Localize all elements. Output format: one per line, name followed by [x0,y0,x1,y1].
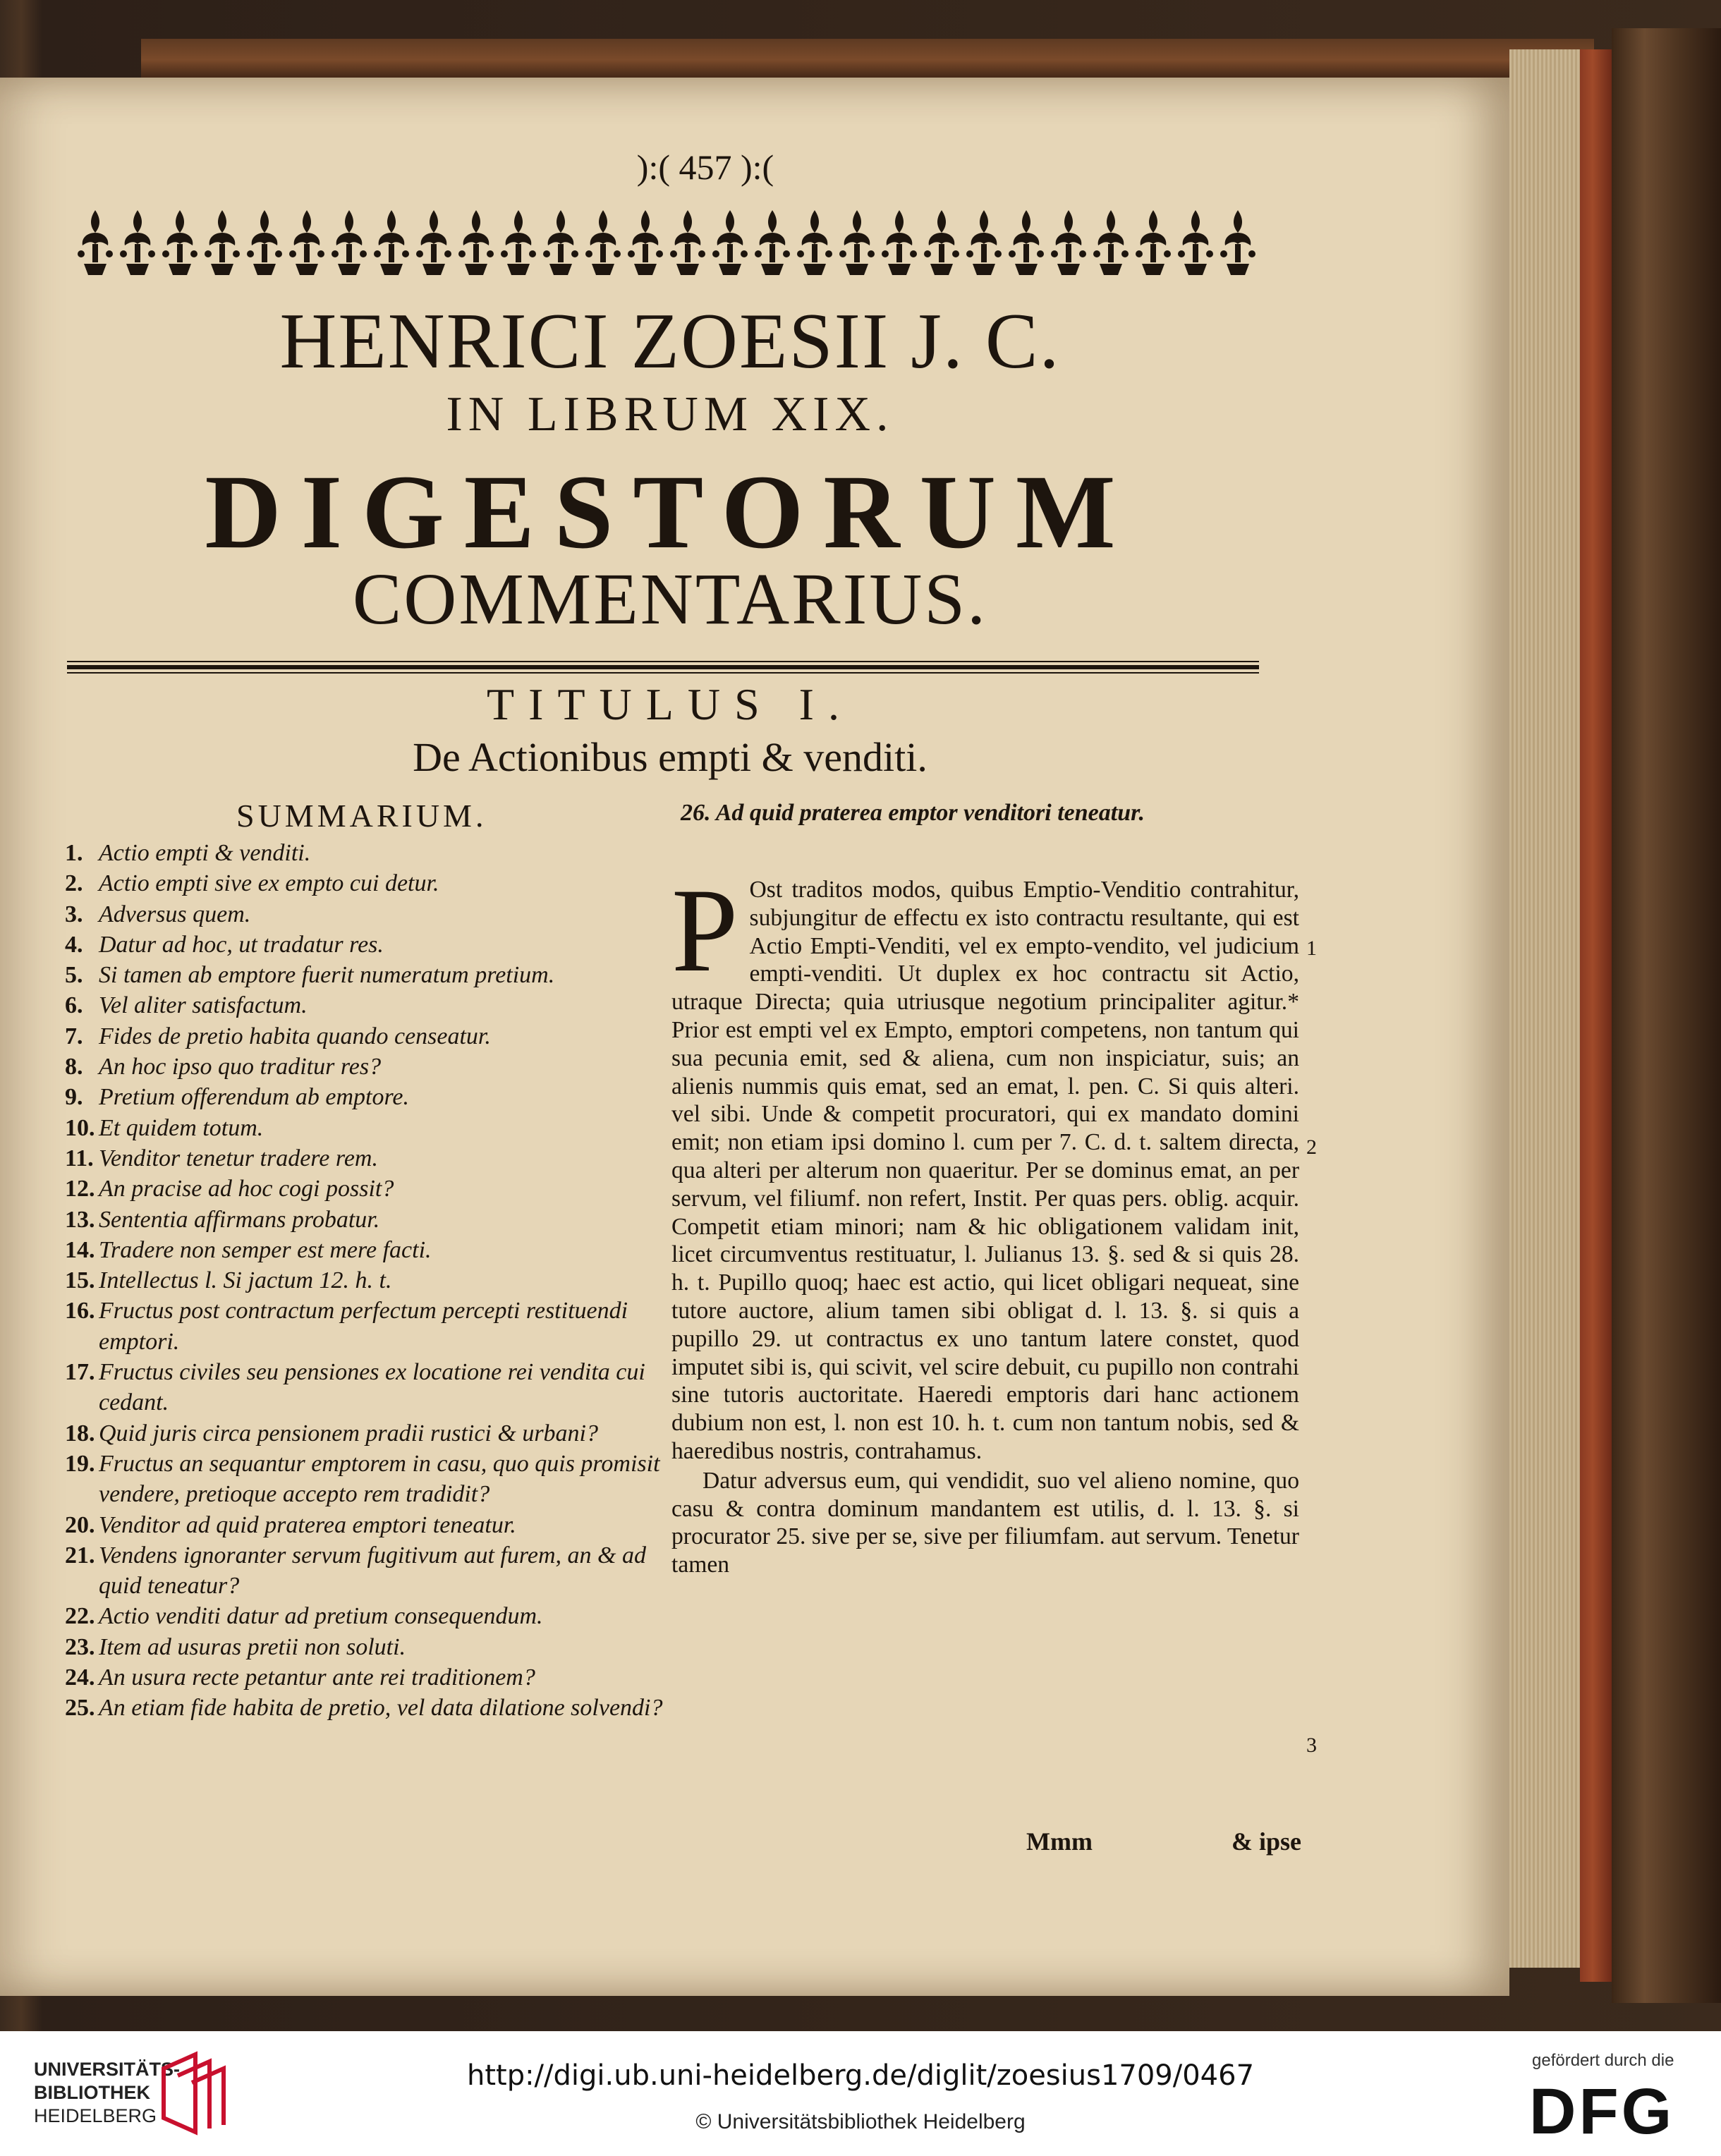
summarium-item-number: 16. [65,1298,95,1324]
summarium-item-text: Datur ad hoc, ut tradatur res. [99,931,384,958]
summarium-item [65,1540,671,1602]
summarium-item [65,1296,671,1357]
summarium-item-text: Adversus quem. [99,901,251,927]
summarium-item-text: Actio venditi datur ad pretium consequendum. [99,1603,543,1630]
summarium-item-number: 1. [65,840,83,866]
summarium-item [65,930,671,960]
summarium-item-text: An etiam fide habita de pretio, vel data dilatione solvendi? [99,1695,663,1722]
summarium-item [65,1357,671,1418]
summarium-item-number: 12. [65,1176,95,1202]
summarium-item [65,1601,671,1631]
sponsor-label: gefördert durch die [1532,2051,1674,2070]
summarium-item [65,1265,671,1296]
summarium-item-number: 17. [65,1359,95,1386]
summarium-item-text: Venditor ad quid praterea emptori teneatur. [99,1511,516,1538]
summarium-item [65,838,671,868]
summarium-item-number: 9. [65,1084,83,1111]
summarium-item [65,960,671,990]
summarium-item [65,1205,671,1235]
summarium-item-number: 20. [65,1511,95,1538]
summarium-item [65,1082,671,1112]
summarium-item [65,1418,671,1449]
summarium-item [65,1693,671,1723]
summarium-item-text: Intellectus l. Si jactum 12. h. t. [99,1267,392,1294]
summarium-item-text: Tradere non semper est mere facti. [99,1236,432,1263]
library-name-line-3: HEIDELBERG [34,2105,157,2126]
margin-note-2: 2 [1306,1135,1317,1159]
summarium-item-number: 21. [65,1542,95,1569]
summarium-item-text: Et quidem totum. [99,1114,264,1141]
permalink-url[interactable]: http://digi.ub.uni-heidelberg.de/diglit/zoesius1709/0467 [466,2059,1255,2092]
summarium-item-text: Fructus an sequantur emptorem in casu, quo quis promisit vendere, pretioque accepto rem tradidit? [99,1450,660,1508]
summarium-item [65,990,671,1021]
summarium-item-text: Fructus civiles seu pensiones ex locatione rei vendita cui cedant. [99,1359,645,1416]
dfg-logo[interactable]: DFG [1529,2076,1675,2148]
book-page [0,78,1509,1996]
summarium-item-number: 13. [65,1206,95,1233]
summarium-item-text: Vendens ignoranter servum fugitivum aut furem, an & ad quid teneatur? [99,1542,646,1600]
summarium-item-number: 6. [65,992,83,1019]
summarium-item-number: 3. [65,901,83,927]
summarium-item-text: Item ad usuras pretii non soluti. [99,1633,406,1660]
book-top-edge [141,39,1594,81]
viewer-footer [0,2031,1721,2156]
summarium-item-text: Fides de pretio habita quando censeatur. [99,1023,491,1049]
drop-cap: P [671,864,738,997]
summarium-item-number: 2. [65,870,83,897]
summarium-item [65,1143,671,1174]
summarium-item-text: Si tamen ab emptore fuerit numeratum pretium. [99,962,555,989]
summarium-item-number: 19. [65,1450,95,1477]
title-rubric: De Actionibus empti & venditi. [413,734,928,780]
summarium-item [65,868,671,899]
decorative-rule [67,659,1259,675]
titulus-heading: TITULUS I. [487,679,853,729]
summarium-item-text: Sententia affirmans probatur. [99,1206,380,1233]
summarium-item-text: An hoc ipso quo traditur res? [99,1054,382,1080]
summarium-item-number: 7. [65,1023,83,1049]
summarium-item [65,1662,671,1693]
margin-note-1: 1 [1306,937,1317,960]
summarium-item-text: An pracise ad hoc cogi possit? [99,1176,394,1202]
signature-mark: Mmm [1026,1827,1093,1856]
summarium-item-text: Fructus post contractum perfectum percepti restituendi emptori. [99,1298,628,1355]
library-name-line-1: UNIVERSITÄTS- [34,2059,181,2080]
book-subtitle: IN LIBRUM XIX. [446,387,894,441]
summarium-item [65,1510,671,1540]
summarium-item-number: 18. [65,1420,95,1447]
summarium-item-number: 22. [65,1603,95,1630]
summarium-item [65,899,671,930]
summarium-item-number: 24. [65,1664,95,1691]
summarium-item [65,1632,671,1662]
page-number: ):( 457 ):( [636,147,774,187]
summarium-item [65,1235,671,1265]
body-paragraph-2: Datur adversus eum, qui vendidit, suo vel alieno nomine, quo casu & contra dominum mandantem est utilis, d. l. 13. §. si procurator 25. sive per se, sive per filiumfam. aut servum. Tenetur tamen [671,1467,1299,1578]
summarium-item-text: Venditor tenetur tradere rem. [99,1145,378,1171]
summarium-item-number: 11. [65,1145,94,1171]
summarium-list [65,838,671,1724]
summarium-item-text: An usura recte petantur ante rei traditionem? [99,1664,535,1691]
summarium-item-number: 15. [65,1267,95,1294]
margin-note-3: 3 [1306,1734,1317,1757]
book-binding [1612,28,1721,2003]
catchword-line [1026,1827,1301,1856]
commentarius-title: COMMENTARIUS. [352,559,988,640]
red-fore-edge [1580,49,1612,1982]
summarium-item-number: 14. [65,1236,95,1263]
summarium-item-text: Pretium offerendum ab emptore. [99,1084,410,1111]
summarium-item-number: 25. [65,1695,95,1722]
summarium-item-text: Vel aliter satisfactum. [99,992,308,1019]
summarium-item-text: Actio empti & venditi. [99,840,311,866]
summarium-item-number: 4. [65,931,83,958]
summarium-item [65,1174,671,1204]
library-name-line-2: BIBLIOTHEK [34,2082,150,2103]
summarium-item [65,1052,671,1082]
author-title: HENRICI ZOESII J. C. [279,298,1061,385]
page-block-edge [1509,49,1580,1968]
summarium-item [65,1113,671,1143]
summarium-item-text: Actio empti sive ex empto cui detur. [99,870,439,897]
commentary-text [671,864,1299,1579]
fleuron-ornament-band [74,205,1259,282]
summarium-item-text: Quid juris circa pensionem pradii rustici & urbani? [99,1420,599,1447]
summarium-heading: SUMMARIUM. [236,798,487,834]
summarium-item [65,1449,671,1510]
body-paragraph-1: Ost traditos modos, quibus Emptio-Venditio contrahitur, subjungitur de effectu ex isto contractu resultante, qui est Actio Empti-Venditi, vel ex empto-vendito, vel judicium empti-venditi. Ut duplex ex hoc contractu sit Actio, utraque Directa; quia utriusque negotium principaliter agitur.* Prior est empti vel ex Empto, emptori competens, non tantum qui sua pecunia emit, sed & aliena, cum non inspiciatur, suis; an alienis nummis quis emat, sed an emat, l. pen. C. Si quis alteri. vel sibi. Unde & competit procuratori, qui ex mandato domini emit; non etiam ipsi domino l. cum per 7. C. d. t. saltem directa, qua alteri per alterum non quaeritur. Per se dominus emat, an per servum, vel filiumf. non refert, Instit. Per quas pers. oblig. acquir. Competit etiam minori; nam & hic obligationem validam init, licet circumventus restituatur, l. Julianus 13. §. sed & si quis 28. h. t. Pupillo quoq; haec est actio, qui licet obligari nequeat, sine tutore auctore, alium tamen sibi obligat d. l. 13. §. si quis a pupillo 29. ut contractus ex uno tantum latere constet, quod imputet sibi is, qui scivit, vel scire debuit, cu pupillo non contrahi sine tutoris auctoritate. Haeredi emptoris dari hanc actionem dubium non est, l. non est 10. h. t. cum non tantum nobis, sed & haeredibus nostris, contrahamus. [671,877,1299,1464]
summarium-item [65,1021,671,1052]
summarium-item-26: 26. Ad quid praterea emptor venditori teneatur. [681,800,1145,826]
summarium-item-number: 10. [65,1114,95,1141]
catchword: & ipse [1232,1827,1301,1856]
copyright-notice: © Universitätsbibliothek Heidelberg [695,2110,1026,2133]
summarium-item-number: 23. [65,1633,95,1660]
summarium-item-number: 8. [65,1054,83,1080]
digestorum-title: DIGESTORUM [205,453,1136,571]
summarium-item-number: 5. [65,962,83,989]
